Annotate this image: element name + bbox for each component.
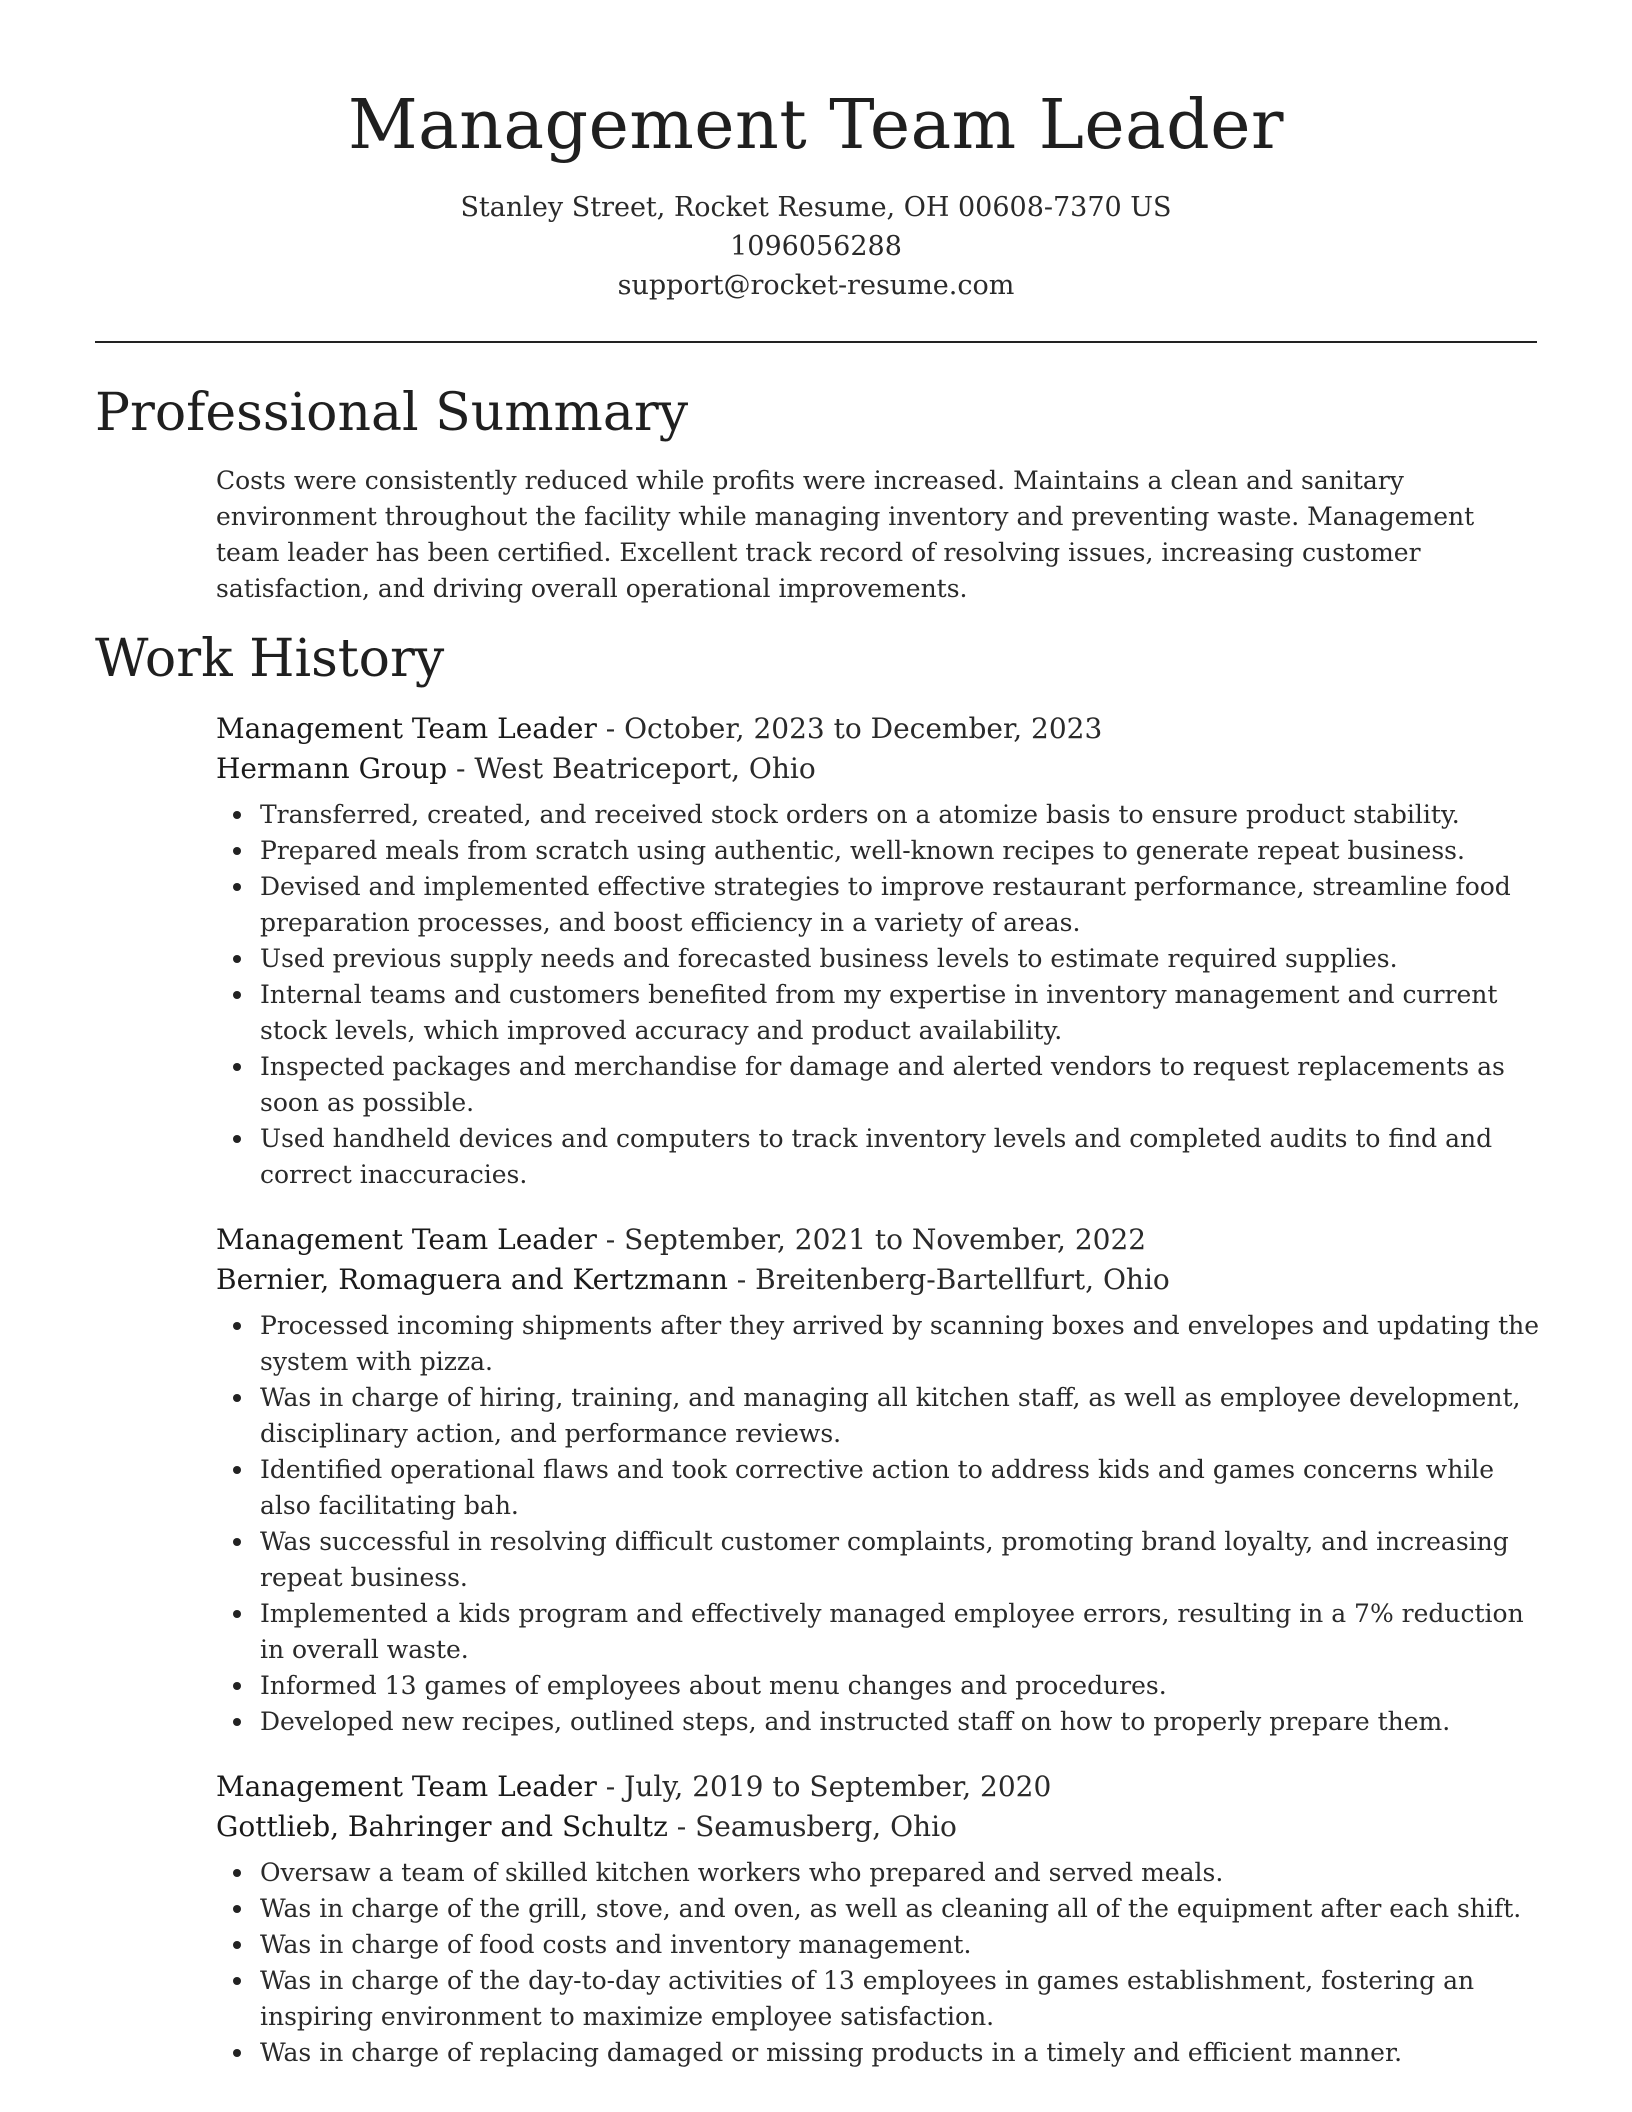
job-dates: - October, 2023 to December, 2023 bbox=[596, 712, 1103, 745]
job-bullet: Transferred, created, and received stock orders on a atomize basis to ensure product stability. bbox=[260, 797, 1541, 833]
job-bullet: Used handheld devices and computers to track inventory levels and completed audits to find and correct inaccuracies. bbox=[260, 1121, 1541, 1193]
job-bullet: Internal teams and customers benefited from my expertise in inventory management and current stock levels, which improved accuracy and product availability. bbox=[260, 977, 1541, 1049]
job-bullet: Prepared meals from scratch using authentic, well-known recipes to generate repeat business. bbox=[260, 833, 1541, 869]
header-divider bbox=[95, 341, 1537, 343]
job-title: Management Team Leader bbox=[216, 712, 597, 745]
section-title-summary: Professional Summary bbox=[95, 383, 689, 443]
job-bullet: Oversaw a team of skilled kitchen workers who prepared and served meals. bbox=[260, 1855, 1541, 1891]
job-company-line bbox=[216, 1807, 1541, 1847]
job-dates: - July, 2019 to September, 2020 bbox=[596, 1770, 1052, 1803]
job-bullet: Was in charge of hiring, training, and managing all kitchen staff, as well as employee development, disciplinary action, and performance reviews. bbox=[260, 1380, 1541, 1452]
job-bullet: Was in charge of the day-to-day activities of 13 employees in games establishment, fostering an inspiring environment to maximize employee satisfaction. bbox=[260, 1963, 1541, 2035]
job-bullet: Developed new recipes, outlined steps, and instructed staff on how to properly prepare them. bbox=[260, 1704, 1541, 1740]
job-title-line bbox=[216, 1220, 1541, 1260]
job-company: Hermann Group bbox=[216, 752, 448, 785]
job-location: - West Beatriceport, Ohio bbox=[447, 752, 816, 785]
job-bullet: Used previous supply needs and forecasted business levels to estimate required supplies. bbox=[260, 941, 1541, 977]
job-bullet: Was in charge of replacing damaged or missing products in a timely and efficient manner. bbox=[260, 2035, 1541, 2071]
job-bullet-list bbox=[216, 1308, 1541, 1740]
job-location: - Breitenberg-Bartellfurt, Ohio bbox=[727, 1263, 1170, 1296]
job-entry bbox=[216, 1220, 1541, 1740]
job-company: Gottlieb, Bahringer and Schultz bbox=[216, 1810, 668, 1843]
job-title: Management Team Leader bbox=[216, 1223, 597, 1256]
summary-text: Costs were consistently reduced while profits were increased. Maintains a clean and sanitary environment throughout the facility while managing inventory and preventing waste. Management team leader has been certified. Excellent track record of resolving issues, increasing customer satisfaction, and driving overall operational improvements. bbox=[216, 466, 1475, 603]
section-title-work-history: Work History bbox=[95, 629, 445, 689]
job-bullet: Informed 13 games of employees about menu changes and procedures. bbox=[260, 1668, 1541, 1704]
job-bullet: Was successful in resolving difficult customer complaints, promoting brand loyalty, and increasing repeat business. bbox=[260, 1524, 1541, 1596]
work-history-list bbox=[216, 709, 1541, 2098]
job-bullet: Was in charge of food costs and inventory management. bbox=[260, 1927, 1541, 1963]
contact-address: Stanley Street, Rocket Resume, OH 00608-7370 US bbox=[460, 192, 1172, 223]
job-bullet: Implemented a kids program and effectively managed employee errors, resulting in a 7% reduction in overall waste. bbox=[260, 1596, 1541, 1668]
job-company-line bbox=[216, 1260, 1541, 1300]
job-title-line bbox=[216, 709, 1541, 749]
job-entry bbox=[216, 709, 1541, 1193]
job-company-line bbox=[216, 749, 1541, 789]
job-bullet-list bbox=[216, 797, 1541, 1193]
contact-phone: 1096056288 bbox=[730, 231, 902, 262]
resume-header bbox=[95, 78, 1537, 305]
job-title: Management Team Leader bbox=[216, 1770, 597, 1803]
job-dates: - September, 2021 to November, 2022 bbox=[596, 1223, 1147, 1256]
job-bullet: Processed incoming shipments after they arrived by scanning boxes and envelopes and updating the system with pizza. bbox=[260, 1308, 1541, 1380]
job-bullet: Identified operational flaws and took corrective action to address kids and games concerns while also facilitating bah. bbox=[260, 1452, 1541, 1524]
job-location: - Seamusberg, Ohio bbox=[667, 1810, 957, 1843]
job-bullet: Was in charge of the grill, stove, and oven, as well as cleaning all of the equipment after each shift. bbox=[260, 1891, 1541, 1927]
contact-email: support@rocket-resume.com bbox=[617, 270, 1015, 301]
job-company: Bernier, Romaguera and Kertzmann bbox=[216, 1263, 728, 1296]
candidate-name: Management Team Leader bbox=[348, 86, 1284, 165]
job-title-line bbox=[216, 1767, 1541, 1807]
job-bullet: Inspected packages and merchandise for damage and alerted vendors to request replacements as soon as possible. bbox=[260, 1049, 1541, 1121]
job-bullet: Devised and implemented effective strategies to improve restaurant performance, streamline food preparation processes, and boost efficiency in a variety of areas. bbox=[260, 869, 1541, 941]
job-entry bbox=[216, 1767, 1541, 2071]
job-bullet-list bbox=[216, 1855, 1541, 2071]
